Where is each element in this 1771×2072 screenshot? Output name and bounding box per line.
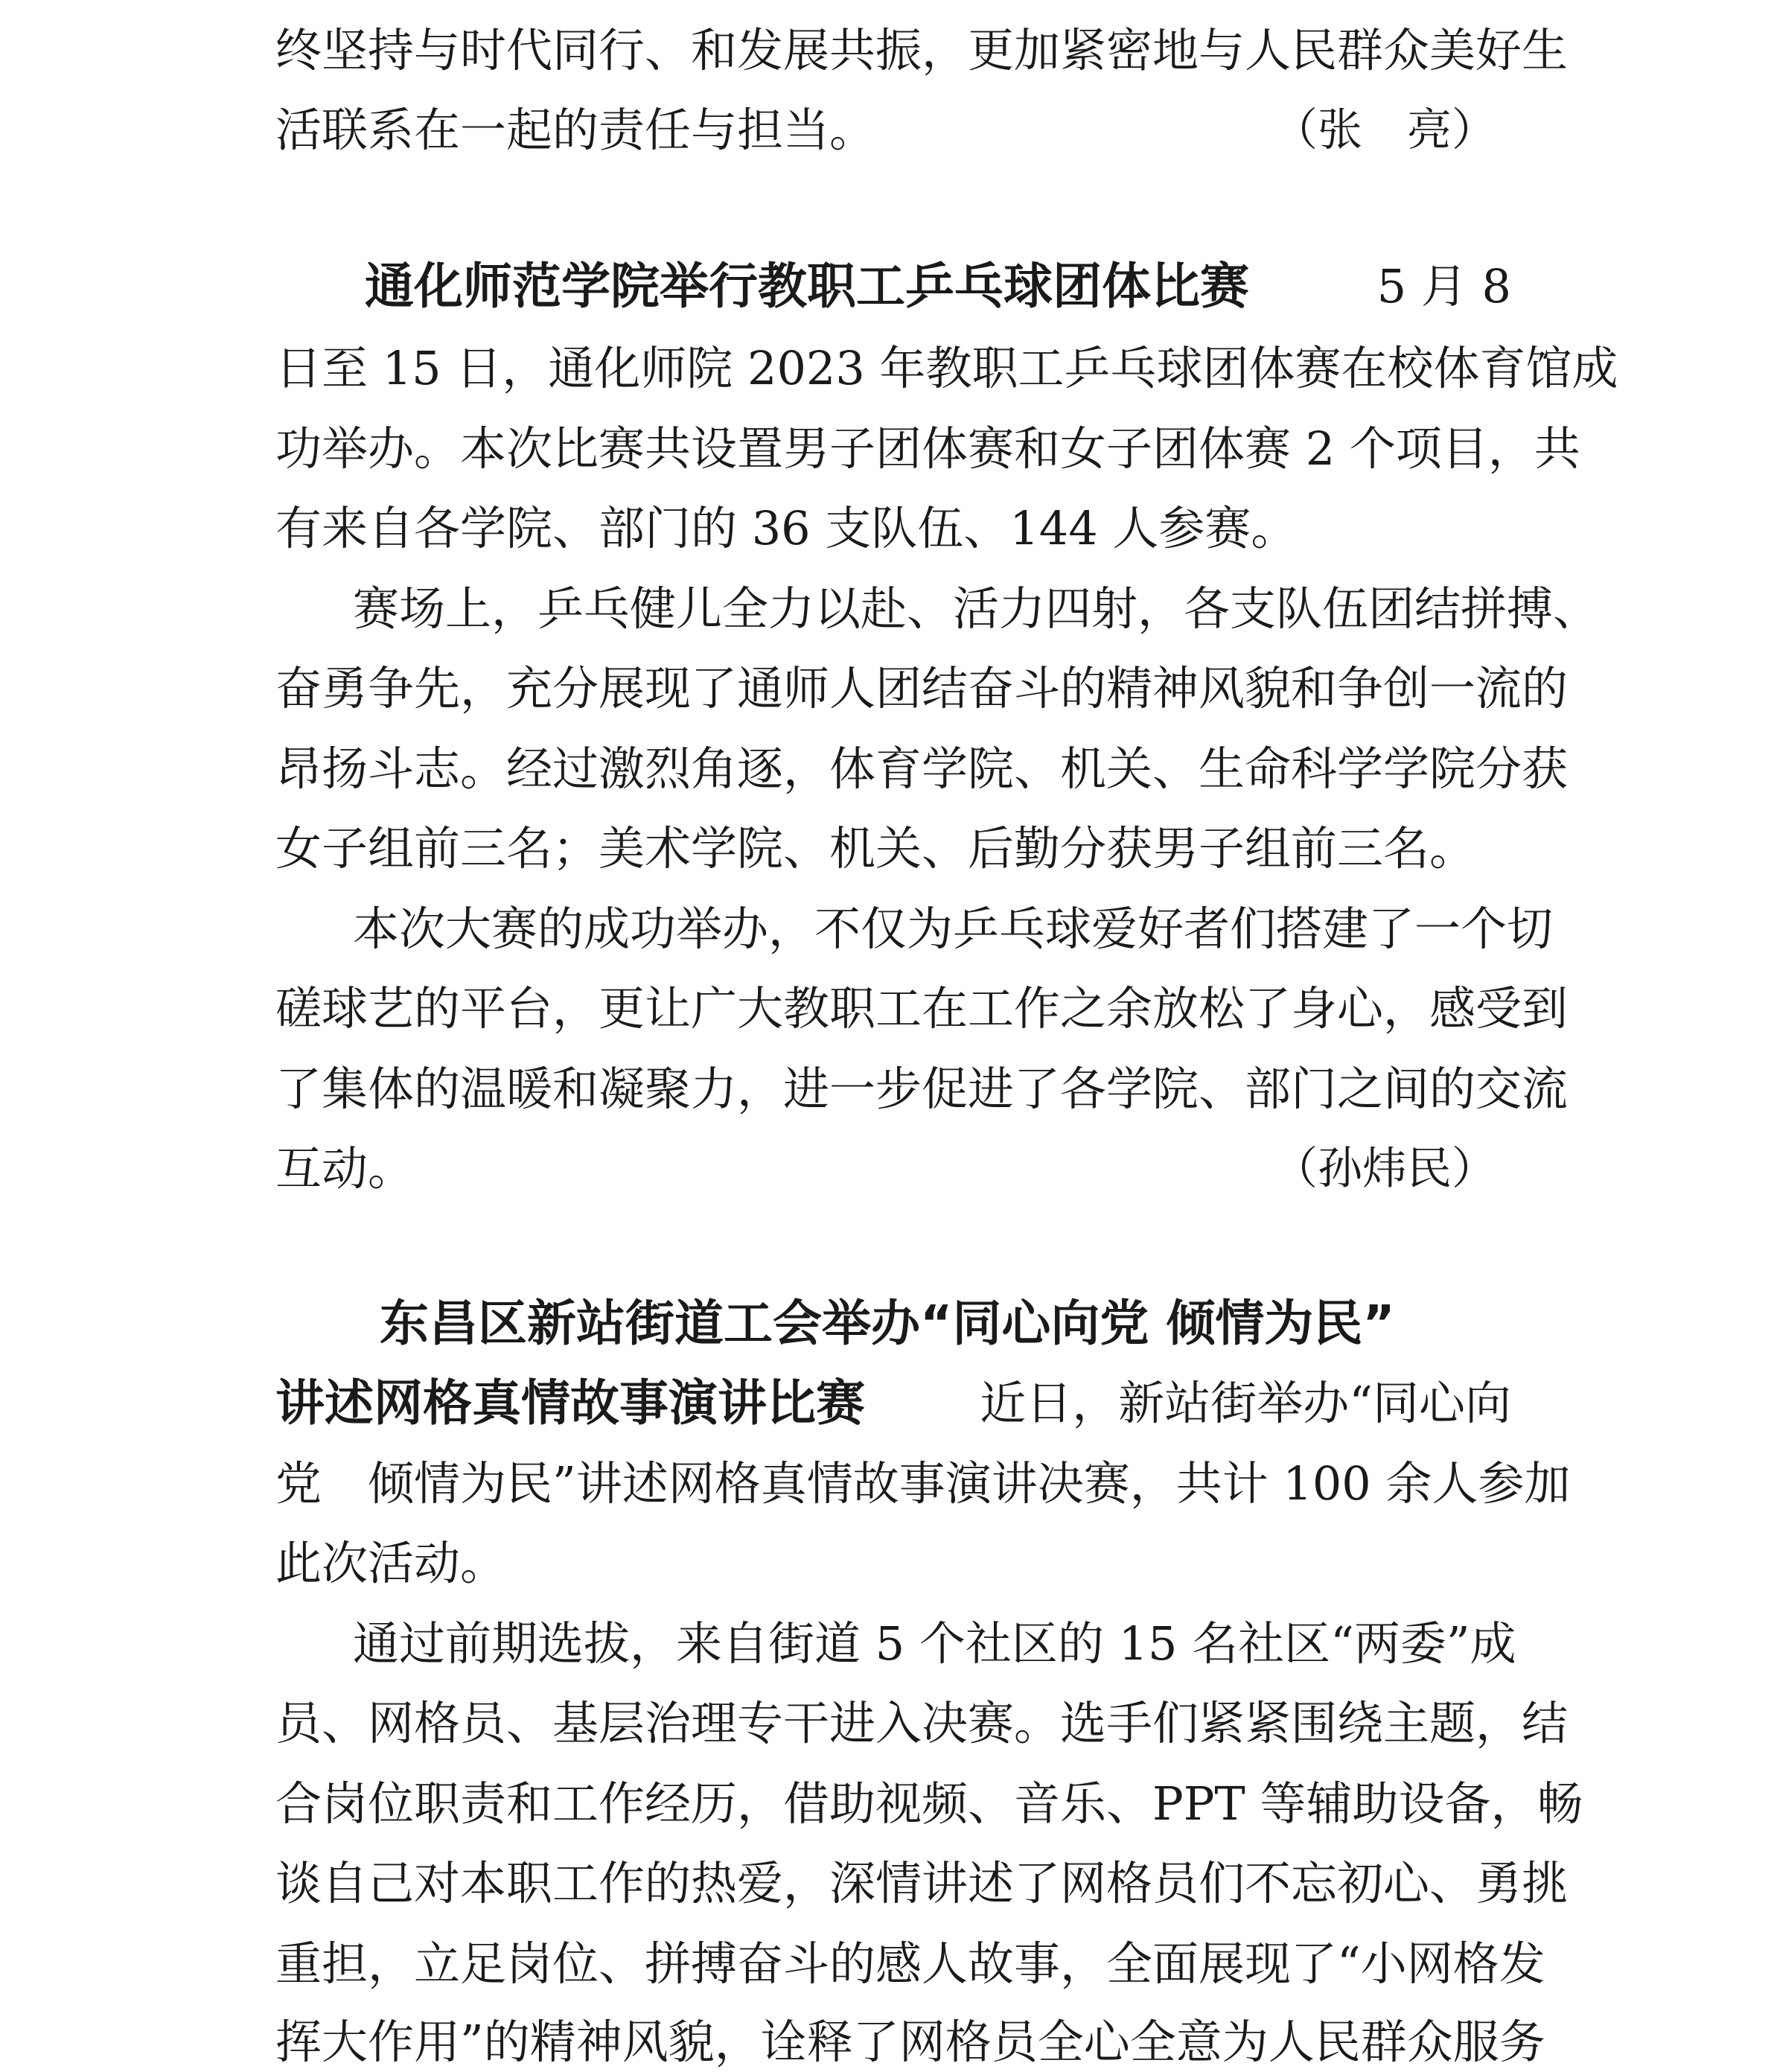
body-line: 互动。: [275, 1141, 415, 1196]
body-line: 员、网格员、基层治理专干进入决赛。选手们紧紧围绕主题，结: [275, 1696, 1569, 1750]
lead-text: 近日，新站街举办“同心向: [980, 1376, 1511, 1430]
lead-text: 5 月 8: [1376, 259, 1511, 313]
body-line: 合岗位职责和工作经历，借助视频、音乐、PPT 等辅助设备，畅: [275, 1776, 1583, 1831]
body-line: 昂扬斗志。经过激烈角逐，体育学院、机关、生命科学学院分获: [275, 742, 1569, 796]
body-line: 有来自各学院、部门的 36 支队伍、144 人参赛。: [275, 501, 1298, 555]
body-line: 终坚持与时代同行、和发展共振，更加紧密地与人民群众美好生: [275, 23, 1569, 77]
body-line: 女子组前三名；美术学院、机关、后勤分获男子组前三名。: [275, 821, 1476, 876]
body-line: 谈自己对本职工作的热爱，深情讲述了网格员们不忘初心、勇挑: [275, 1856, 1569, 1910]
body-line: 日至 15 日，通化师院 2023 年教职工乒乓球团体赛在校体育馆成: [275, 341, 1618, 395]
article-heading-line: [275, 1374, 1511, 1433]
body-line: 重担，立足岗位、拼搏奋斗的感人故事，全面展现了“小网格发: [275, 1936, 1545, 1991]
article-heading-line: [275, 257, 1511, 316]
body-line: 了集体的温暖和凝聚力，进一步促进了各学院、部门之间的交流: [275, 1062, 1569, 1116]
article-title-line-1: 东昌区新站街道工会举办“同心向党 倾情为民”: [380, 1295, 1395, 1352]
body-line: 活联系在一起的责任与担当。: [275, 103, 876, 157]
author-byline: （孙炜民）: [1273, 1143, 1496, 1195]
body-line: 此次活动。: [275, 1536, 507, 1590]
body-line: 功举办。本次比赛共设置男子团体赛和女子团体赛 2 个项目，共: [275, 421, 1580, 476]
article-title-line-2: 讲述网格真情故事演讲比赛: [275, 1374, 865, 1432]
body-line: 赛场上，乒乓健儿全力以赴、活力四射，各支队伍团结拼搏、: [353, 581, 1600, 636]
body-line: 奋勇争先，充分展现了通师人团结奋斗的精神风貌和争创一流的: [275, 661, 1569, 715]
article-heading-line: [275, 1294, 1511, 1354]
body-line: 本次大赛的成功举办，不仅为乒乓球爱好者们搭建了一个切: [353, 902, 1554, 956]
article-title: 通化师范学院举行教职工乒乓球团体比赛: [365, 258, 1249, 315]
body-line: 挥大作用”的精神风貌，诠释了网格员全心全意为人民群众服务: [275, 2015, 1545, 2069]
body-line: 党 倾情为民”讲述网格真情故事演讲决赛，共计 100 余人参加: [275, 1456, 1571, 1511]
body-line: 通过前期选拔，来自街道 5 个社区的 15 名社区“两委”成: [353, 1616, 1516, 1671]
author-byline: （张 亮）: [1273, 104, 1496, 156]
body-line: 磋球艺的平台，更让广大教职工在工作之余放松了身心，感受到: [275, 981, 1569, 1036]
